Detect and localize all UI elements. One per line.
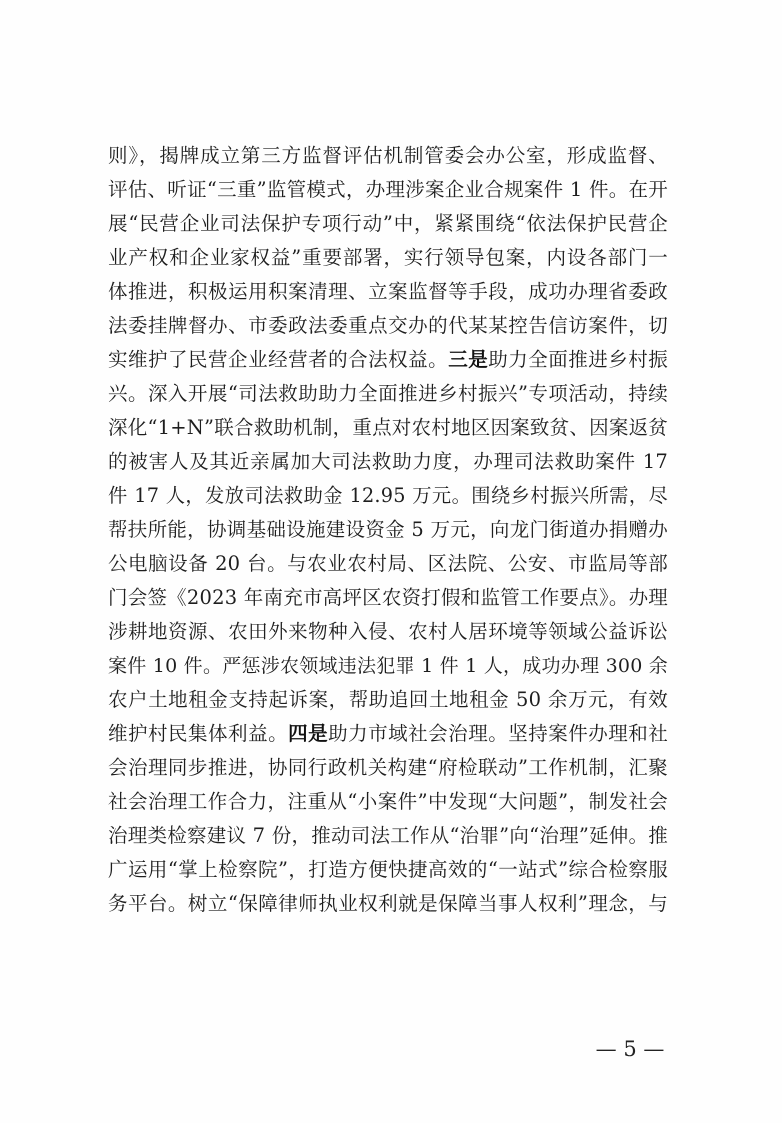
line-text: 助力全面推进乡村振 [488,348,669,371]
line-text: 公电脑设备 20 台。与农业农村局、区法院、公安、市监局等部 [108,552,668,575]
text-line [108,241,668,275]
text-line [108,207,668,241]
text-line [108,411,668,445]
line-text: 案件 10 件。严惩涉农领域违法犯罪 1 件 1 人，成功办理 300 余 [108,655,668,677]
text-line [108,139,668,173]
line-text: 评估、听证“三重”监管模式，办理涉案企业合规案件 1 件。在开 [108,178,668,201]
line-text: 展“民营企业司法保护专项行动”中，紧紧围绕“依法保护民营企 [108,212,668,235]
line-text: 实维护了民营企业经营者的合法权益。 [108,348,449,371]
line-text: 兴。深入开展“司法救助助力全面推进乡村振兴”专项活动，持续 [108,382,668,405]
text-line [108,853,668,887]
page-number: — 5 — [595,1037,665,1061]
line-text: 务平台。树立“保障律师执业权利就是保障当事人权利”理念，与 [108,892,668,915]
line-text: 治理类检察建议 7 份，推动司法工作从“治罪”向“治理”延伸。推 [108,824,668,847]
line-text: 门会签《2023 年南充市高坪区农资打假和监管工作要点》。办理 [108,586,668,609]
text-line [108,819,668,853]
line-text: 件 17 人，发放司法救助金 12.95 万元。围绕乡村振兴所需，尽 [108,484,668,507]
line-text: 维护村民集体利益。 [108,722,289,745]
line-text: 农户土地租金支持起诉案，帮助追回土地租金 50 余万元，有效 [108,688,668,711]
text-line [108,275,668,309]
line-text: 业产权和企业家权益”重要部署，实行领导包案，内设各部门一 [108,246,668,269]
line-text: 会治理同步推进，协同行政机关构建“府检联动”工作机制，汇聚 [108,756,668,779]
text-line [108,445,668,479]
text-line [108,547,668,581]
text-line [108,581,668,615]
text-line [108,343,668,377]
line-text: 深化“1+N”联合救助机制，重点对农村地区因案致贫、因案返贫 [108,416,668,439]
text-line [108,717,668,751]
text-line [108,751,668,785]
bold-heading-text: 三是 [448,348,489,371]
line-text: 社会治理工作合力，注重从“小案件”中发现“大问题”，制发社会 [108,790,668,813]
text-line [108,785,668,819]
text-line [108,513,668,547]
text-line [108,309,668,343]
line-text: 广运用“掌上检察院”，打造方便快捷高效的“一站式”综合检察服 [108,858,668,881]
body-text [108,139,668,921]
text-line [108,615,668,649]
text-line [108,683,668,717]
line-text: 体推进，积极运用积案清理、立案监督等手段，成功办理省委政 [108,280,668,303]
line-text: 帮扶所能，协调基础设施建设资金 5 万元，向龙门街道办捐赠办 [108,518,668,541]
line-text: 助力市域社会治理。坚持案件办理和社 [328,722,668,745]
text-line [108,479,668,513]
text-line [108,173,668,207]
text-line [108,377,668,411]
line-text: 则》，揭牌成立第三方监督评估机制管委会办公室，形成监督、 [108,144,668,167]
text-line [108,649,668,683]
line-text: 法委挂牌督办、市委政法委重点交办的代某某控告信访案件，切 [108,314,668,337]
bold-heading-text: 四是 [288,722,329,745]
line-text: 涉耕地资源、农田外来物种入侵、农村人居环境等领域公益诉讼 [108,620,668,643]
line-text: 的被害人及其近亲属加大司法救助力度，办理司法救助案件 17 [108,450,668,473]
text-line [108,887,668,921]
